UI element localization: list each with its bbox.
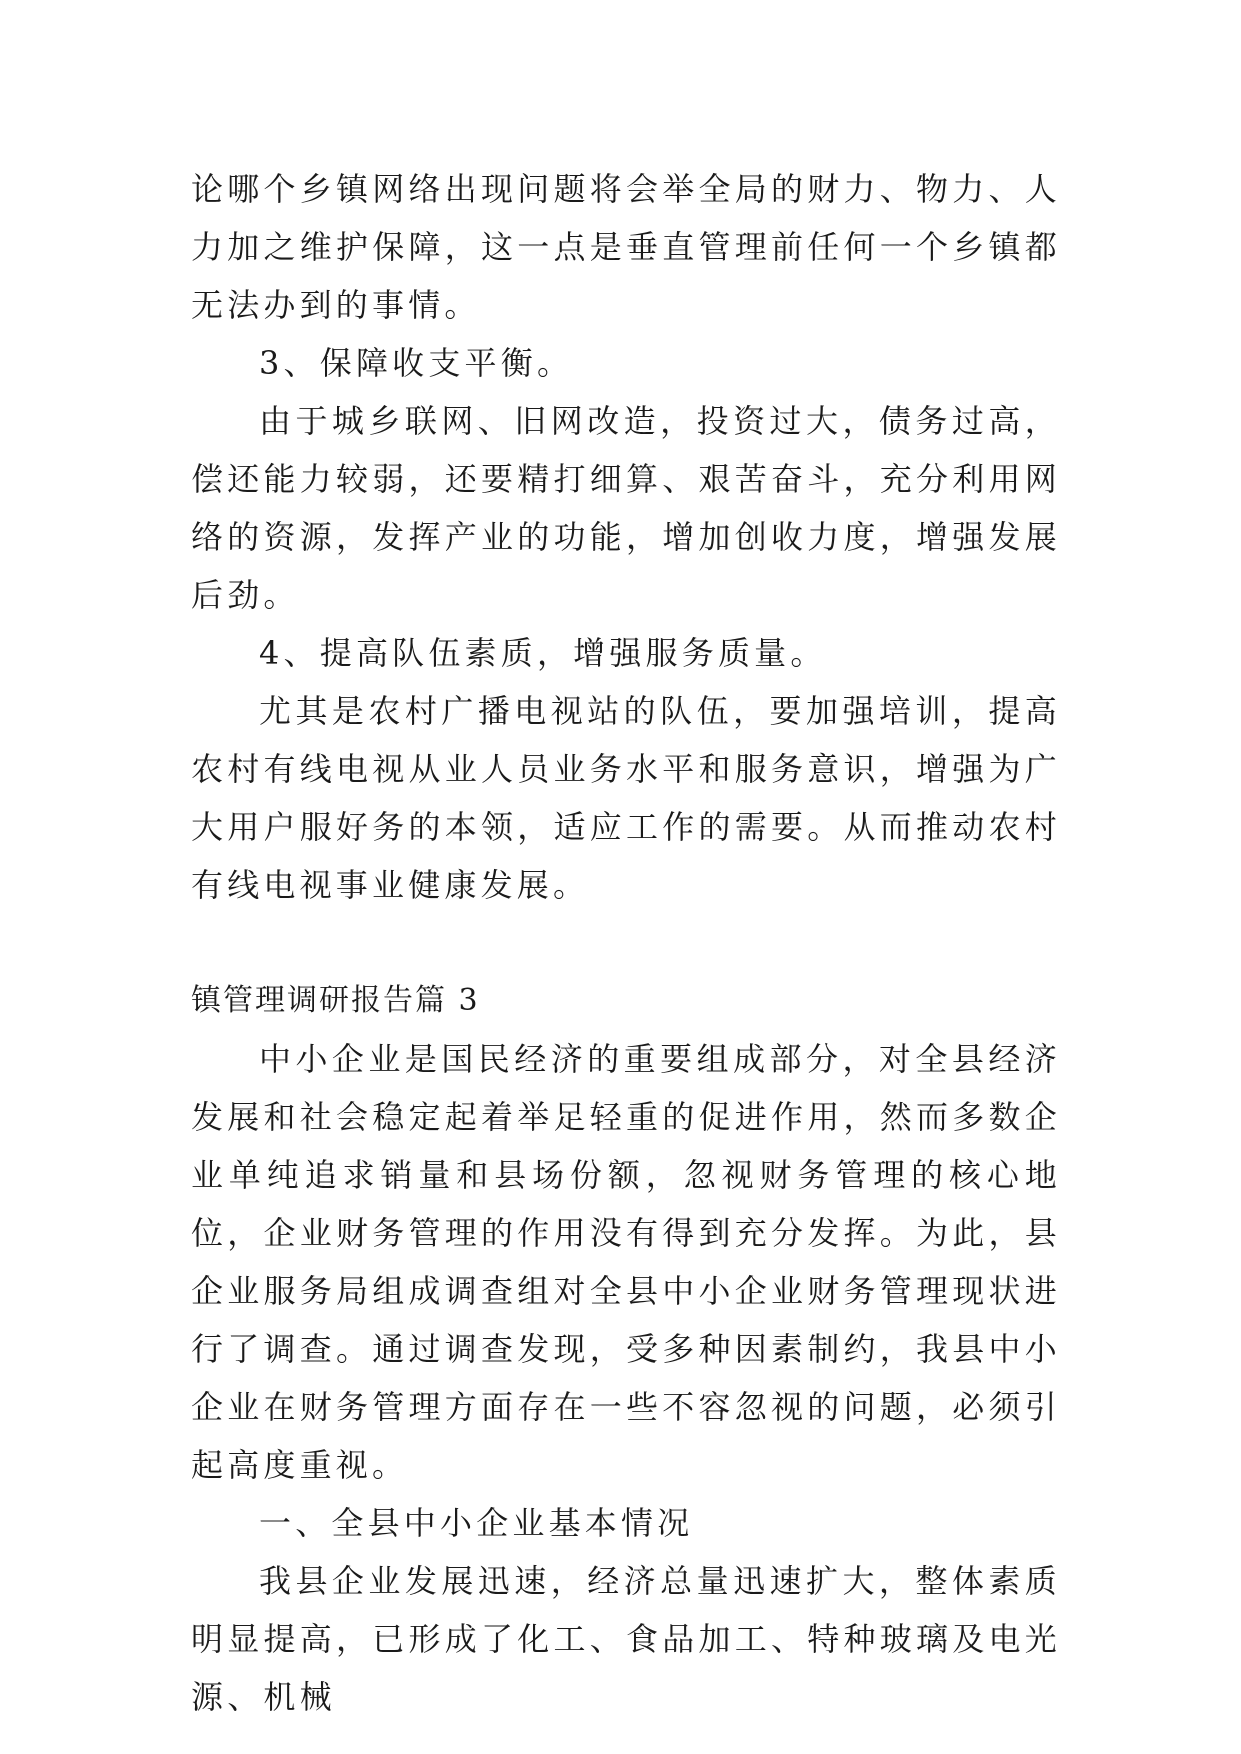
paragraph-intro: 中小企业是国民经济的重要组成部分，对全县经济发展和社会稳定起着举足轻重的促进作用，然而多数企业单纯追求销量和县场份额，忽视财务管理的核心地位，企业财务管理的作用没有得到充分发挥。为此，县企业服务局组成调查组对全县中小企业财务管理现状进行了调查。通过调查发现，受多种因素制约，我县中小企业在财务管理方面存在一些不容忽视的问题，必须引起高度重视。 <box>191 1040 1061 1484</box>
subheading-basic-situation: 一、全县中小企业基本情况 <box>259 1504 694 1542</box>
section-title: 镇管理调研报告篇 3 <box>191 983 480 1018</box>
numbered-heading-3: 3、保障收支平衡。 <box>259 344 574 382</box>
paragraph-training: 尤其是农村广播电视站的队伍，要加强培训，提高农村有线电视从业人员业务水平和服务意识，增强为广大用户服好务的本领，适应工作的需要。从而推动农村有线电视事业健康发展。 <box>191 692 1061 904</box>
paragraph-balance: 由于城乡联网、旧网改造，投资过大，债务过高，偿还能力较弱，还要精打细算、艰苦奋斗，充分利用网络的资源，发挥产业的功能，增加创收力度，增强发展后劲。 <box>191 402 1061 614</box>
paragraph-development: 我县企业发展迅速，经济总量迅速扩大，整体素质明显提高，已形成了化工、食品加工、特种玻璃及电光源、机械 <box>191 1562 1061 1716</box>
document-body <box>191 160 1061 1726</box>
numbered-heading-4: 4、提高队伍素质，增强服务质量。 <box>259 634 827 672</box>
paragraph-continuation: 论哪个乡镇网络出现问题将会举全局的财力、物力、人力加之维护保障，这一点是垂直管理前任何一个乡镇都无法办到的事情。 <box>191 170 1061 324</box>
